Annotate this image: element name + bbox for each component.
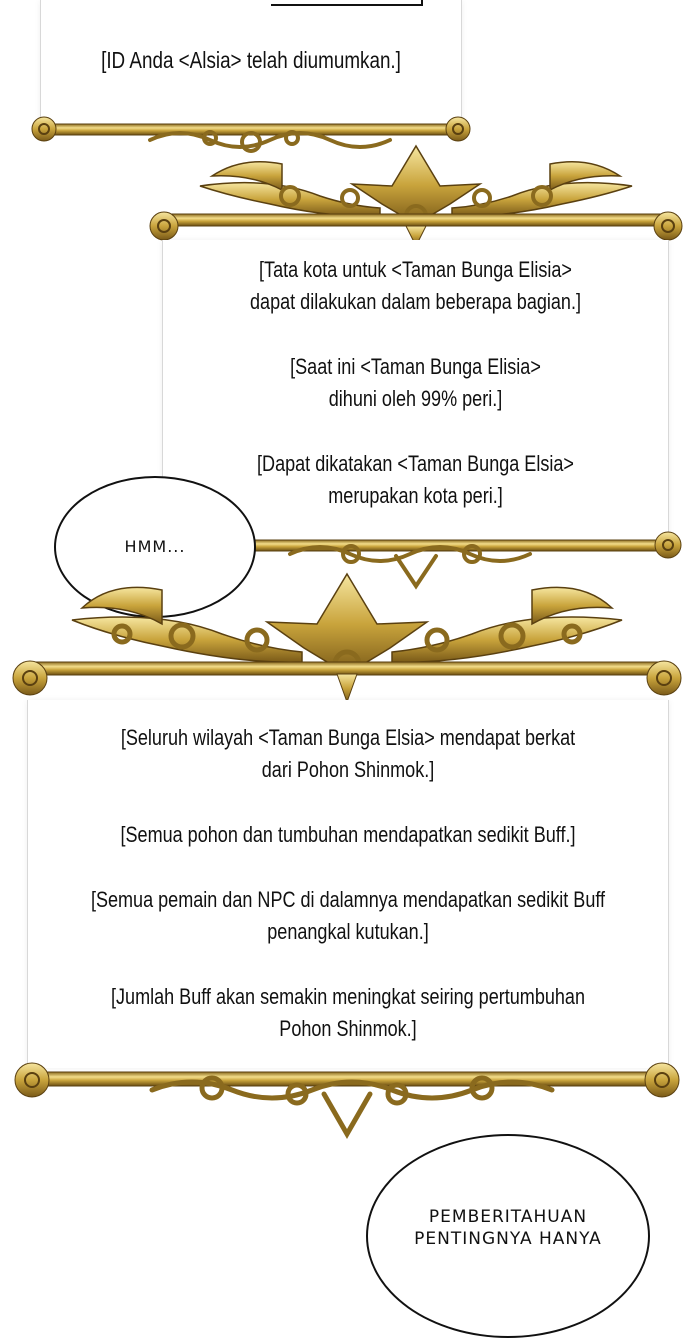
system-message-block: [208, 254, 622, 545]
message-paragraph: [Semua pohon dan tumbuhan mendapatkan sedikit Buff.]: [120, 822, 576, 847]
speech-text: PEMBERITAHUAN PENTINGNYA HANYA: [414, 1207, 602, 1249]
system-window-3: [27, 700, 669, 1068]
message-paragraph: [Seluruh wilayah <Taman Bunga Elsia> mendapat berkat dari Pohon Shinmok.]: [120, 725, 576, 782]
system-message: [ID Anda <Alsia> telah diumumkan.]: [101, 47, 401, 73]
message-paragraph: [Saat ini <Taman Bunga Elisia> dihuni oleh 99% peri.]: [290, 354, 541, 411]
speech-bubble-2: [366, 1134, 650, 1338]
message-paragraph: [Semua pemain dan NPC di dalamnya mendapatkan sedikit Buff penangkal kutukan.]: [90, 887, 606, 944]
speech-text: HMM...: [124, 537, 186, 556]
cut-text-remnant: [271, 0, 423, 6]
ornate-crest-top-3: [12, 574, 682, 704]
system-window-2: [162, 240, 669, 540]
ornate-bottom-bar-3: [12, 1060, 682, 1140]
message-paragraph: [Jumlah Buff akan semakin meningkat seiring pertumbuhan Pohon Shinmok.]: [111, 984, 585, 1041]
system-message-block: [86, 722, 611, 1078]
message-paragraph: [Dapat dikatakan <Taman Bunga Elsia> merupakan kota peri.]: [257, 451, 574, 508]
system-window-1: [40, 0, 462, 124]
message-paragraph: [Tata kota untuk <Taman Bunga Elisia> dapat dilakukan dalam beberapa bagian.]: [250, 257, 581, 314]
ornate-crest-top-2: [150, 146, 682, 246]
